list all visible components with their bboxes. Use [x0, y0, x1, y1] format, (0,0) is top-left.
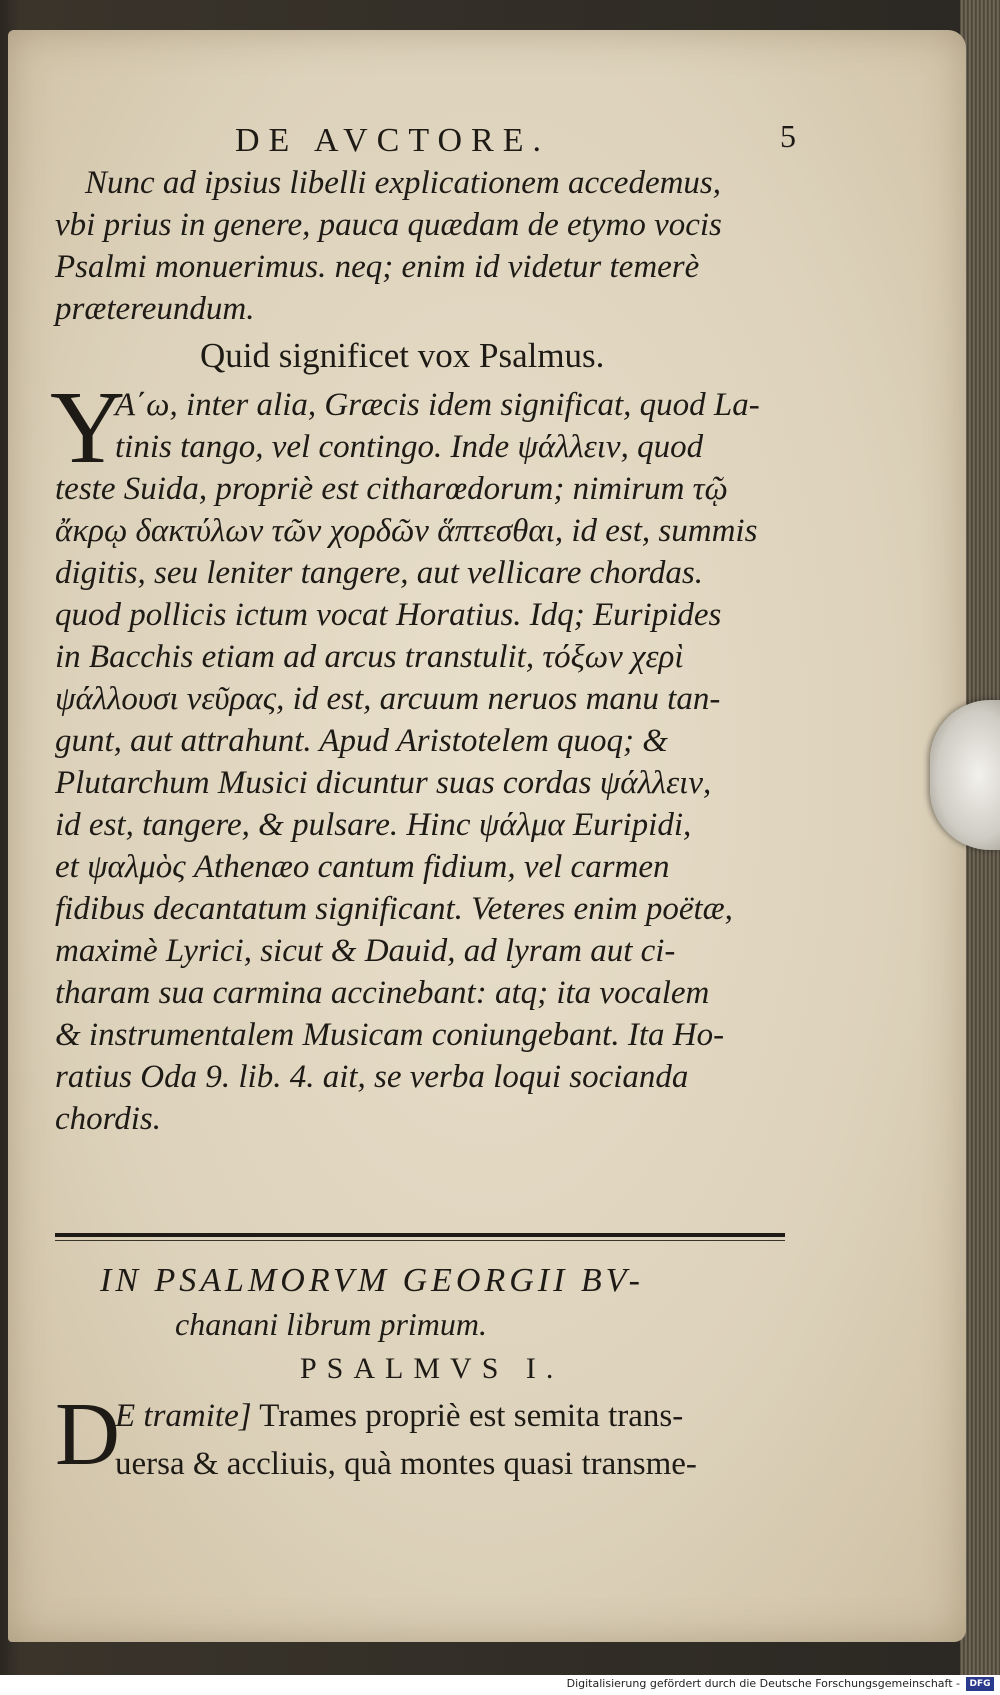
text-line: et ψαλμὸς Athenæo cantum fidium, vel carmen [55, 849, 670, 885]
text-line: chordis. [55, 1101, 162, 1137]
text-line: teste Suida, propriè est citharœdorum; nimirum τῷ [55, 471, 728, 507]
commentary-text: Trames propriè est semita trans- [251, 1398, 684, 1434]
text-line: Α΄ω, inter alia, Græcis idem significat, quod La- [115, 387, 760, 423]
text-line: & instrumentalem Musicam coniungebant. Ita Ho- [55, 1017, 725, 1053]
chapter-title: IN PSALMORVM GEORGII BV- [100, 1262, 644, 1299]
chapter-title-continued: chanani librum primum. [175, 1306, 487, 1342]
text-line: Psalmi monuerimus. neq; enim id videtur temerè [55, 249, 700, 285]
footer-bar [0, 1675, 1000, 1695]
running-head: DE AVCTORE. [235, 122, 551, 159]
text-line: id est, tangere, & pulsare. Hinc ψάλμα Euripidi, [55, 807, 692, 843]
text-line: Nunc ad ipsius libelli explicationem accedemus, [85, 165, 722, 201]
text-line: gunt, aut attrahunt. Apud Aristotelem quoq; & [55, 723, 668, 759]
dfg-logo: DFG [966, 1677, 994, 1691]
drop-initial: D [55, 1385, 120, 1484]
text-line: ἄκρῳ δακτύλων τῶν χορδῶν ἅπτεσθαι, id est, summis [55, 513, 758, 549]
page-number: 5 [780, 118, 796, 154]
text-line: tharam sua carmina accinebant: atq; ita vocalem [55, 975, 710, 1011]
commentary-paragraph [115, 1392, 697, 1488]
commentary-line: uersa & accliuis, quà montes quasi transme- [115, 1446, 697, 1482]
section-divider-thin [55, 1240, 785, 1241]
text-line: fidibus decantatum significant. Veteres enim poëtæ, [55, 891, 733, 927]
lemma: E tramite] [115, 1398, 252, 1434]
text-line: ψάλλουσι νεῦρας, id est, arcuum neruos manu tan- [55, 681, 721, 717]
footer-credit: Digitalisierung gefördert durch die Deutsche Forschungsgemeinschaft - [566, 1677, 960, 1690]
text-line: ratius Oda 9. lib. 4. ait, se verba loqui socianda [55, 1059, 689, 1095]
text-line: in Bacchis etiam ad arcus transtulit, τόξων χερὶ [55, 639, 684, 675]
section-heading: Quid significet vox Psalmus. [200, 336, 605, 375]
text-line: digitis, seu leniter tangere, aut vellicare chordas. [55, 555, 703, 591]
text-line: prætereundum. [55, 291, 255, 327]
text-line: vbi prius in genere, pauca quædam de etymo vocis [55, 207, 722, 243]
text-line: Plutarchum Musici dicuntur suas cordas ψάλλειν, [55, 765, 712, 801]
drop-initial: Y [50, 370, 126, 485]
section-divider [55, 1233, 785, 1237]
commentary-line [115, 1392, 697, 1440]
psalm-heading: PSALMVS I. [300, 1352, 564, 1385]
text-line: tinis tango, vel contingo. Inde ψάλλειν, quod [115, 429, 704, 465]
text-line: quod pollicis ictum vocat Horatius. Idq; Euripides [55, 597, 722, 633]
text-line: maximè Lyrici, sicut & Dauid, ad lyram aut ci- [55, 933, 676, 969]
